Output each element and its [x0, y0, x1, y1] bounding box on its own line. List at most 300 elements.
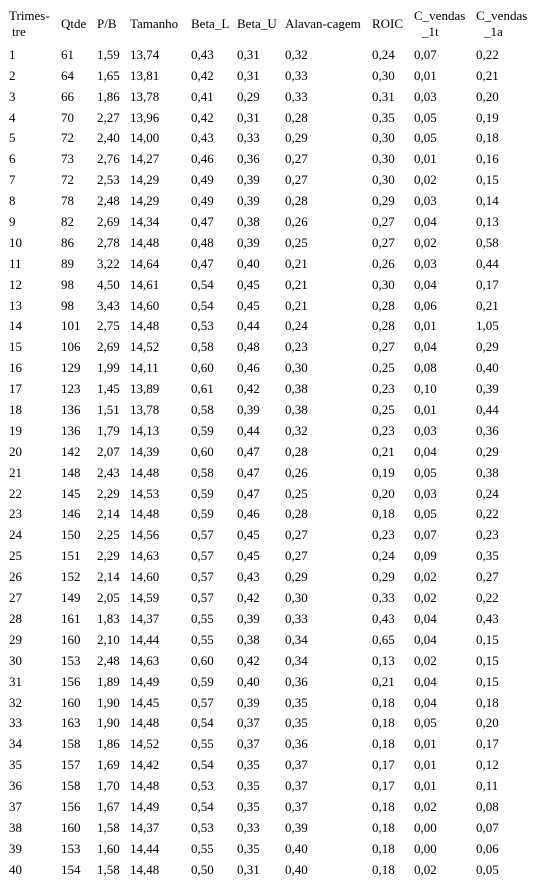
cell-roic: 0,23: [372, 527, 395, 543]
cell-pb: 2,69: [97, 339, 120, 355]
cell-alavancagem: 0,28: [285, 506, 308, 522]
table-header-row: [9, 7, 539, 41]
table-row: [9, 83, 539, 104]
cell-roic: 0,18: [372, 840, 395, 856]
cell-trimestre: 22: [9, 485, 22, 501]
table-row: [9, 313, 539, 334]
cell-beta-u: 0,33: [237, 130, 260, 146]
cell-tamanho: 14,48: [130, 318, 160, 334]
cell-beta-l: 0,47: [191, 255, 214, 271]
cell-roic: 0,25: [372, 360, 395, 376]
cell-beta-u: 0,47: [237, 485, 260, 501]
cell-c-vendas-1a: 0,40: [476, 360, 499, 376]
cell-c-vendas-1a: 0,22: [476, 46, 499, 62]
cell-tamanho: 14,53: [130, 485, 160, 501]
cell-pb: 2,07: [97, 443, 120, 459]
cell-beta-u: 0,31: [237, 861, 260, 877]
cell-c-vendas-1a: 0,20: [476, 715, 499, 731]
header-c-vendas-1t: [414, 7, 476, 41]
cell-qtde: 89: [61, 255, 74, 271]
cell-c-vendas-1t: 0,01: [414, 736, 437, 752]
cell-c-vendas-1a: 0,29: [476, 443, 499, 459]
cell-beta-u: 0,31: [237, 109, 260, 125]
cell-beta-l: 0,54: [191, 715, 214, 731]
cell-c-vendas-1a: 1,05: [476, 318, 499, 334]
table-row: [9, 730, 539, 751]
cell-beta-u: 0,46: [237, 360, 260, 376]
cell-tamanho: 14,64: [130, 255, 160, 271]
cell-trimestre: 8: [9, 193, 16, 209]
cell-c-vendas-1t: 0,02: [414, 569, 437, 585]
header-trimestre-line1: Trimes-: [9, 8, 50, 23]
cell-c-vendas-1a: 0,15: [476, 652, 499, 668]
cell-beta-l: 0,54: [191, 297, 214, 313]
cell-roic: 0,65: [372, 631, 395, 647]
cell-tamanho: 14,44: [130, 840, 160, 856]
cell-c-vendas-1t: 0,01: [414, 67, 437, 83]
table-row: [9, 626, 539, 647]
cell-c-vendas-1t: 0,03: [414, 422, 437, 438]
cell-alavancagem: 0,24: [285, 318, 308, 334]
cell-alavancagem: 0,28: [285, 109, 308, 125]
cell-trimestre: 35: [9, 757, 22, 773]
cell-tamanho: 14,49: [130, 673, 160, 689]
cell-beta-l: 0,49: [191, 172, 214, 188]
cell-beta-l: 0,55: [191, 631, 214, 647]
cell-alavancagem: 0,38: [285, 381, 308, 397]
cell-alavancagem: 0,34: [285, 631, 308, 647]
cell-pb: 2,14: [97, 569, 120, 585]
cell-qtde: 61: [61, 46, 74, 62]
cell-qtde: 160: [61, 819, 81, 835]
cell-tamanho: 14,48: [130, 234, 160, 250]
cell-pb: 1,59: [97, 46, 120, 62]
cell-c-vendas-1a: 0,07: [476, 819, 499, 835]
cell-c-vendas-1t: 0,04: [414, 214, 437, 230]
table-row: [9, 166, 539, 187]
cell-pb: 1,58: [97, 819, 120, 835]
cell-beta-u: 0,36: [237, 151, 260, 167]
cell-roic: 0,18: [372, 694, 395, 710]
header-pb: P/B: [97, 16, 117, 31]
cell-beta-u: 0,46: [237, 506, 260, 522]
cell-alavancagem: 0,32: [285, 46, 308, 62]
cell-tamanho: 13,78: [130, 88, 160, 104]
cell-beta-l: 0,42: [191, 67, 214, 83]
cell-c-vendas-1a: 0,38: [476, 464, 499, 480]
cell-c-vendas-1t: 0,02: [414, 798, 437, 814]
cell-qtde: 78: [61, 193, 74, 209]
cell-trimestre: 1: [9, 46, 16, 62]
cell-trimestre: 16: [9, 360, 22, 376]
cell-tamanho: 14,48: [130, 506, 160, 522]
cell-beta-u: 0,45: [237, 548, 260, 564]
cell-tamanho: 14,13: [130, 422, 160, 438]
cell-c-vendas-1t: 0,07: [414, 527, 437, 543]
cell-pb: 2,69: [97, 214, 120, 230]
cell-c-vendas-1t: 0,01: [414, 778, 437, 794]
cell-c-vendas-1t: 0,09: [414, 548, 437, 564]
cell-beta-u: 0,39: [237, 610, 260, 626]
table-row: [9, 751, 539, 772]
header-alavancagem: Alavan-cagem: [285, 16, 361, 31]
cell-beta-u: 0,29: [237, 88, 260, 104]
cell-alavancagem: 0,27: [285, 151, 308, 167]
cell-trimestre: 34: [9, 736, 22, 752]
cell-c-vendas-1a: 0,11: [476, 778, 499, 794]
cell-roic: 0,43: [372, 610, 395, 626]
cell-tamanho: 14,00: [130, 130, 160, 146]
cell-beta-l: 0,58: [191, 402, 214, 418]
cell-qtde: 160: [61, 631, 81, 647]
cell-alavancagem: 0,28: [285, 443, 308, 459]
table-row: [9, 354, 539, 375]
cell-c-vendas-1a: 0,20: [476, 88, 499, 104]
cell-beta-u: 0,31: [237, 67, 260, 83]
cell-tamanho: 13,96: [130, 109, 160, 125]
cell-trimestre: 17: [9, 381, 22, 397]
cell-alavancagem: 0,27: [285, 548, 308, 564]
cell-qtde: 158: [61, 778, 81, 794]
table-row: [9, 292, 539, 313]
table-row: [9, 521, 539, 542]
cell-beta-l: 0,54: [191, 798, 214, 814]
cell-trimestre: 6: [9, 151, 16, 167]
cell-c-vendas-1t: 0,02: [414, 172, 437, 188]
cell-alavancagem: 0,30: [285, 590, 308, 606]
cell-trimestre: 39: [9, 840, 22, 856]
table-row: [9, 438, 539, 459]
cell-tamanho: 14,27: [130, 151, 160, 167]
cell-beta-u: 0,39: [237, 172, 260, 188]
table-row: [9, 584, 539, 605]
cell-pb: 1,90: [97, 694, 120, 710]
cell-c-vendas-1t: 0,04: [414, 610, 437, 626]
cell-beta-l: 0,59: [191, 506, 214, 522]
cell-pb: 1,83: [97, 610, 120, 626]
table-row: [9, 647, 539, 668]
table-row: [9, 668, 539, 689]
cell-c-vendas-1t: 0,05: [414, 130, 437, 146]
cell-beta-u: 0,39: [237, 234, 260, 250]
cell-roic: 0,17: [372, 757, 395, 773]
cell-tamanho: 14,45: [130, 694, 160, 710]
table-row: [9, 229, 539, 250]
cell-pb: 1,67: [97, 798, 120, 814]
header-c-vendas-1a-line2: _1a: [484, 24, 503, 39]
cell-pb: 2,10: [97, 631, 120, 647]
cell-pb: 2,75: [97, 318, 120, 334]
table-row: [9, 333, 539, 354]
cell-c-vendas-1t: 0,04: [414, 694, 437, 710]
cell-trimestre: 11: [9, 255, 22, 271]
cell-c-vendas-1t: 0,08: [414, 360, 437, 376]
cell-roic: 0,13: [372, 652, 395, 668]
cell-beta-l: 0,57: [191, 548, 214, 564]
cell-c-vendas-1a: 0,22: [476, 506, 499, 522]
cell-beta-u: 0,38: [237, 214, 260, 230]
cell-beta-l: 0,57: [191, 527, 214, 543]
cell-pb: 3,22: [97, 255, 120, 271]
cell-beta-u: 0,39: [237, 694, 260, 710]
cell-trimestre: 33: [9, 715, 22, 731]
cell-qtde: 151: [61, 548, 81, 564]
table-row: [9, 396, 539, 417]
table-row: [9, 814, 539, 835]
cell-pb: 2,53: [97, 172, 120, 188]
cell-roic: 0,21: [372, 673, 395, 689]
cell-qtde: 136: [61, 402, 81, 418]
cell-beta-l: 0,53: [191, 318, 214, 334]
cell-alavancagem: 0,36: [285, 673, 308, 689]
cell-tamanho: 14,44: [130, 631, 160, 647]
cell-alavancagem: 0,34: [285, 652, 308, 668]
cell-pb: 1,70: [97, 778, 120, 794]
cell-beta-l: 0,55: [191, 840, 214, 856]
cell-qtde: 156: [61, 673, 81, 689]
cell-tamanho: 14,60: [130, 569, 160, 585]
cell-beta-l: 0,53: [191, 778, 214, 794]
cell-qtde: 106: [61, 339, 81, 355]
cell-alavancagem: 0,40: [285, 840, 308, 856]
cell-alavancagem: 0,40: [285, 861, 308, 877]
cell-alavancagem: 0,27: [285, 172, 308, 188]
cell-qtde: 123: [61, 381, 81, 397]
cell-trimestre: 40: [9, 861, 22, 877]
cell-beta-l: 0,41: [191, 88, 214, 104]
header-trimestre-line2: tre: [12, 24, 26, 39]
cell-c-vendas-1t: 0,05: [414, 464, 437, 480]
cell-beta-l: 0,57: [191, 590, 214, 606]
table-row: [9, 271, 539, 292]
cell-c-vendas-1a: 0,15: [476, 673, 499, 689]
cell-trimestre: 37: [9, 798, 22, 814]
cell-roic: 0,17: [372, 778, 395, 794]
cell-beta-l: 0,42: [191, 109, 214, 125]
table-row: [9, 501, 539, 522]
cell-c-vendas-1a: 0,44: [476, 402, 499, 418]
cell-c-vendas-1a: 0,16: [476, 151, 499, 167]
cell-c-vendas-1a: 0,15: [476, 631, 499, 647]
cell-beta-u: 0,35: [237, 798, 260, 814]
cell-roic: 0,30: [372, 276, 395, 292]
cell-alavancagem: 0,21: [285, 297, 308, 313]
cell-roic: 0,24: [372, 46, 395, 62]
cell-qtde: 156: [61, 798, 81, 814]
cell-alavancagem: 0,29: [285, 130, 308, 146]
cell-trimestre: 15: [9, 339, 22, 355]
cell-tamanho: 14,37: [130, 610, 160, 626]
cell-beta-l: 0,57: [191, 694, 214, 710]
cell-tamanho: 13,74: [130, 46, 160, 62]
cell-beta-l: 0,54: [191, 757, 214, 773]
cell-beta-u: 0,45: [237, 276, 260, 292]
cell-qtde: 152: [61, 569, 81, 585]
cell-c-vendas-1t: 0,02: [414, 652, 437, 668]
cell-c-vendas-1t: 0,00: [414, 819, 437, 835]
cell-roic: 0,20: [372, 485, 395, 501]
cell-qtde: 163: [61, 715, 81, 731]
cell-qtde: 72: [61, 130, 74, 146]
cell-qtde: 73: [61, 151, 74, 167]
cell-pb: 1,86: [97, 736, 120, 752]
cell-tamanho: 14,61: [130, 276, 160, 292]
cell-trimestre: 13: [9, 297, 22, 313]
cell-beta-u: 0,31: [237, 46, 260, 62]
cell-pb: 1,65: [97, 67, 120, 83]
data-table: [9, 7, 539, 877]
cell-pb: 1,45: [97, 381, 120, 397]
cell-alavancagem: 0,25: [285, 485, 308, 501]
cell-c-vendas-1a: 0,35: [476, 548, 499, 564]
cell-trimestre: 27: [9, 590, 22, 606]
cell-alavancagem: 0,37: [285, 757, 308, 773]
cell-beta-u: 0,40: [237, 255, 260, 271]
cell-qtde: 153: [61, 840, 81, 856]
cell-c-vendas-1a: 0,14: [476, 193, 499, 209]
cell-pb: 2,40: [97, 130, 120, 146]
cell-roic: 0,26: [372, 255, 395, 271]
cell-qtde: 161: [61, 610, 81, 626]
cell-beta-l: 0,54: [191, 276, 214, 292]
cell-c-vendas-1a: 0,12: [476, 757, 499, 773]
cell-trimestre: 3: [9, 88, 16, 104]
cell-beta-l: 0,59: [191, 422, 214, 438]
cell-pb: 2,27: [97, 109, 120, 125]
cell-trimestre: 36: [9, 778, 22, 794]
cell-c-vendas-1a: 0,22: [476, 590, 499, 606]
cell-roic: 0,18: [372, 736, 395, 752]
cell-c-vendas-1t: 0,07: [414, 46, 437, 62]
cell-beta-l: 0,60: [191, 652, 214, 668]
cell-tamanho: 13,78: [130, 402, 160, 418]
cell-trimestre: 14: [9, 318, 22, 334]
cell-c-vendas-1t: 0,04: [414, 673, 437, 689]
cell-beta-l: 0,60: [191, 360, 214, 376]
cell-qtde: 98: [61, 297, 74, 313]
cell-roic: 0,19: [372, 464, 395, 480]
cell-roic: 0,25: [372, 402, 395, 418]
cell-tamanho: 14,52: [130, 736, 160, 752]
cell-roic: 0,18: [372, 506, 395, 522]
cell-pb: 1,69: [97, 757, 120, 773]
cell-c-vendas-1t: 0,03: [414, 255, 437, 271]
cell-qtde: 70: [61, 109, 74, 125]
cell-qtde: 64: [61, 67, 74, 83]
table-row: [9, 459, 539, 480]
cell-c-vendas-1a: 0,18: [476, 694, 499, 710]
cell-beta-u: 0,39: [237, 193, 260, 209]
cell-roic: 0,27: [372, 214, 395, 230]
cell-alavancagem: 0,23: [285, 339, 308, 355]
table-row: [9, 41, 539, 62]
cell-beta-u: 0,42: [237, 652, 260, 668]
header-beta-l: Beta_L: [191, 16, 230, 31]
cell-qtde: 86: [61, 234, 74, 250]
cell-c-vendas-1t: 0,06: [414, 297, 437, 313]
cell-alavancagem: 0,27: [285, 527, 308, 543]
cell-trimestre: 19: [9, 422, 22, 438]
cell-roic: 0,24: [372, 548, 395, 564]
cell-c-vendas-1t: 0,01: [414, 151, 437, 167]
cell-beta-u: 0,35: [237, 778, 260, 794]
cell-c-vendas-1t: 0,01: [414, 318, 437, 334]
cell-tamanho: 14,34: [130, 214, 160, 230]
cell-beta-l: 0,55: [191, 610, 214, 626]
cell-beta-u: 0,43: [237, 569, 260, 585]
cell-trimestre: 12: [9, 276, 22, 292]
table-row: [9, 250, 539, 271]
cell-pb: 2,78: [97, 234, 120, 250]
cell-c-vendas-1t: 0,02: [414, 861, 437, 877]
cell-tamanho: 14,63: [130, 548, 160, 564]
cell-qtde: 82: [61, 214, 74, 230]
cell-c-vendas-1a: 0,39: [476, 381, 499, 397]
cell-beta-u: 0,37: [237, 715, 260, 731]
cell-c-vendas-1a: 0,44: [476, 255, 499, 271]
cell-alavancagem: 0,37: [285, 798, 308, 814]
table-row: [9, 835, 539, 856]
cell-beta-u: 0,45: [237, 297, 260, 313]
cell-c-vendas-1a: 0,36: [476, 422, 499, 438]
header-c-vendas-1a-line1: C_vendas: [476, 8, 528, 23]
cell-beta-u: 0,44: [237, 422, 260, 438]
cell-roic: 0,28: [372, 318, 395, 334]
cell-tamanho: 14,29: [130, 193, 160, 209]
cell-pb: 2,76: [97, 151, 120, 167]
cell-c-vendas-1t: 0,04: [414, 339, 437, 355]
cell-roic: 0,18: [372, 798, 395, 814]
cell-tamanho: 14,48: [130, 464, 160, 480]
cell-qtde: 66: [61, 88, 74, 104]
cell-qtde: 157: [61, 757, 81, 773]
table-row: [9, 689, 539, 710]
cell-trimestre: 31: [9, 673, 22, 689]
cell-c-vendas-1a: 0,21: [476, 297, 499, 313]
cell-tamanho: 14,48: [130, 778, 160, 794]
cell-beta-l: 0,55: [191, 736, 214, 752]
cell-roic: 0,23: [372, 381, 395, 397]
cell-beta-u: 0,35: [237, 840, 260, 856]
cell-trimestre: 26: [9, 569, 22, 585]
cell-beta-u: 0,45: [237, 527, 260, 543]
cell-beta-l: 0,48: [191, 234, 214, 250]
cell-c-vendas-1t: 0,10: [414, 381, 437, 397]
header-beta-u: Beta_U: [237, 16, 277, 31]
cell-pb: 2,43: [97, 464, 120, 480]
cell-roic: 0,28: [372, 297, 395, 313]
cell-beta-u: 0,47: [237, 464, 260, 480]
cell-c-vendas-1a: 0,06: [476, 840, 499, 856]
cell-trimestre: 30: [9, 652, 22, 668]
cell-c-vendas-1t: 0,04: [414, 631, 437, 647]
cell-alavancagem: 0,21: [285, 255, 308, 271]
cell-tamanho: 14,59: [130, 590, 160, 606]
cell-c-vendas-1a: 0,27: [476, 569, 499, 585]
cell-alavancagem: 0,39: [285, 819, 308, 835]
cell-beta-u: 0,42: [237, 590, 260, 606]
cell-pb: 3,43: [97, 297, 120, 313]
cell-pb: 2,25: [97, 527, 120, 543]
cell-alavancagem: 0,33: [285, 610, 308, 626]
cell-beta-u: 0,47: [237, 443, 260, 459]
cell-beta-u: 0,37: [237, 736, 260, 752]
cell-pb: 1,99: [97, 360, 120, 376]
cell-roic: 0,23: [372, 422, 395, 438]
cell-pb: 4,50: [97, 276, 120, 292]
cell-trimestre: 5: [9, 130, 16, 146]
cell-beta-u: 0,35: [237, 757, 260, 773]
